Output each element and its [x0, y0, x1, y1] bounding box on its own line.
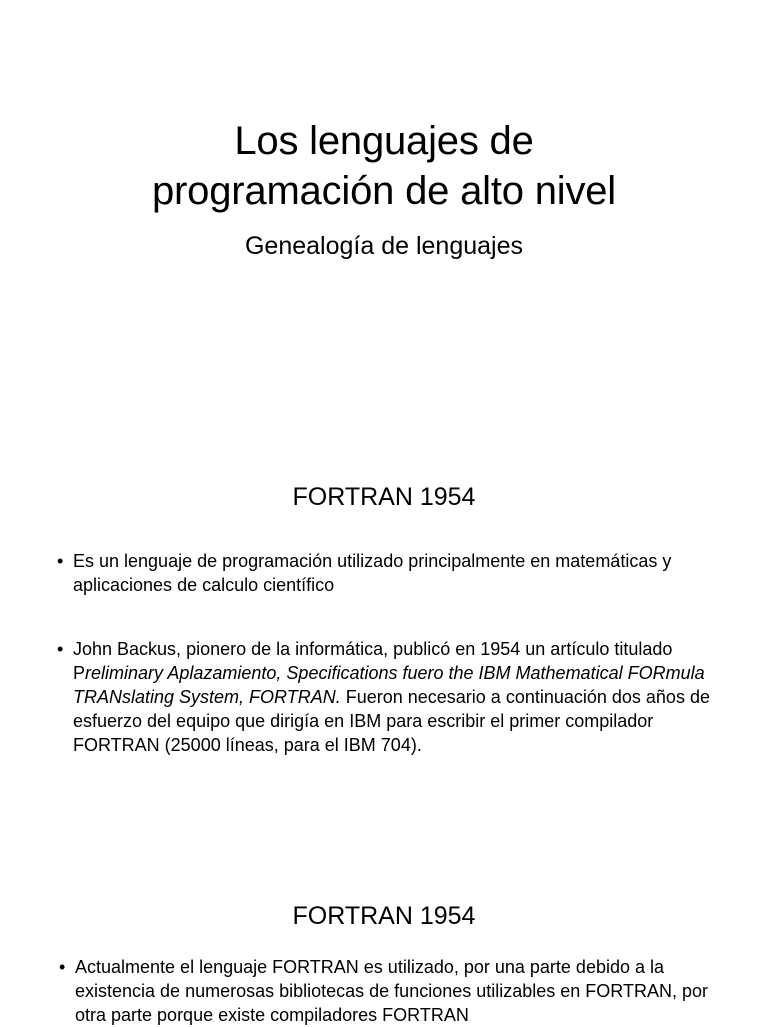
bullet-icon: • — [57, 639, 64, 659]
bullet-list — [57, 549, 717, 757]
bullet-text: Actualmente el lenguaje FORTRAN es utilizado, por una parte debido a la existencia de numerosas bibliotecas de funciones utilizables en FORTRAN, por otra parte porque existe compiladores FORTRAN — [75, 957, 708, 1025]
title-line-2: programación de alto nivel — [152, 169, 616, 213]
slide-fortran-intro — [0, 430, 768, 820]
presentation-subtitle: Genealogía de lenguajes — [244, 232, 523, 260]
bullet-icon: • — [59, 957, 66, 977]
bullet-text: Es un lenguaje de programación utilizado principalmente en matemáticas y aplicaciones de calculo científico — [73, 551, 672, 595]
list-item — [59, 955, 719, 1027]
slide-title — [0, 0, 768, 400]
bullet-text-italic: reliminary Aplazamiento, Specifications fuero the IBM Mathematical FORmula TRANslating System, FORTRAN. — [73, 663, 705, 707]
slide-heading: FORTRAN 1954 — [292, 902, 476, 930]
presentation-title — [0, 116, 768, 216]
slide-heading: FORTRAN 1954 — [292, 483, 476, 511]
bullet-text — [73, 639, 710, 755]
bullet-icon: • — [57, 551, 64, 571]
title-line-1: Los lenguajes de — [234, 119, 534, 163]
list-item — [57, 549, 717, 597]
bullet-list — [59, 955, 719, 1027]
slide-fortran-current — [0, 860, 768, 1024]
bullet-text-plain: John Backus, pionero de la informática, publicó en 1954 un artículo titulado P — [73, 639, 673, 683]
bullet-text-plain: Fueron necesario a continuación dos años de esfuerzo del equipo que dirigía en IBM para escribir el primer compilador FORTRAN (25000 líneas, para el IBM 704). — [73, 687, 710, 755]
list-item — [57, 637, 717, 757]
